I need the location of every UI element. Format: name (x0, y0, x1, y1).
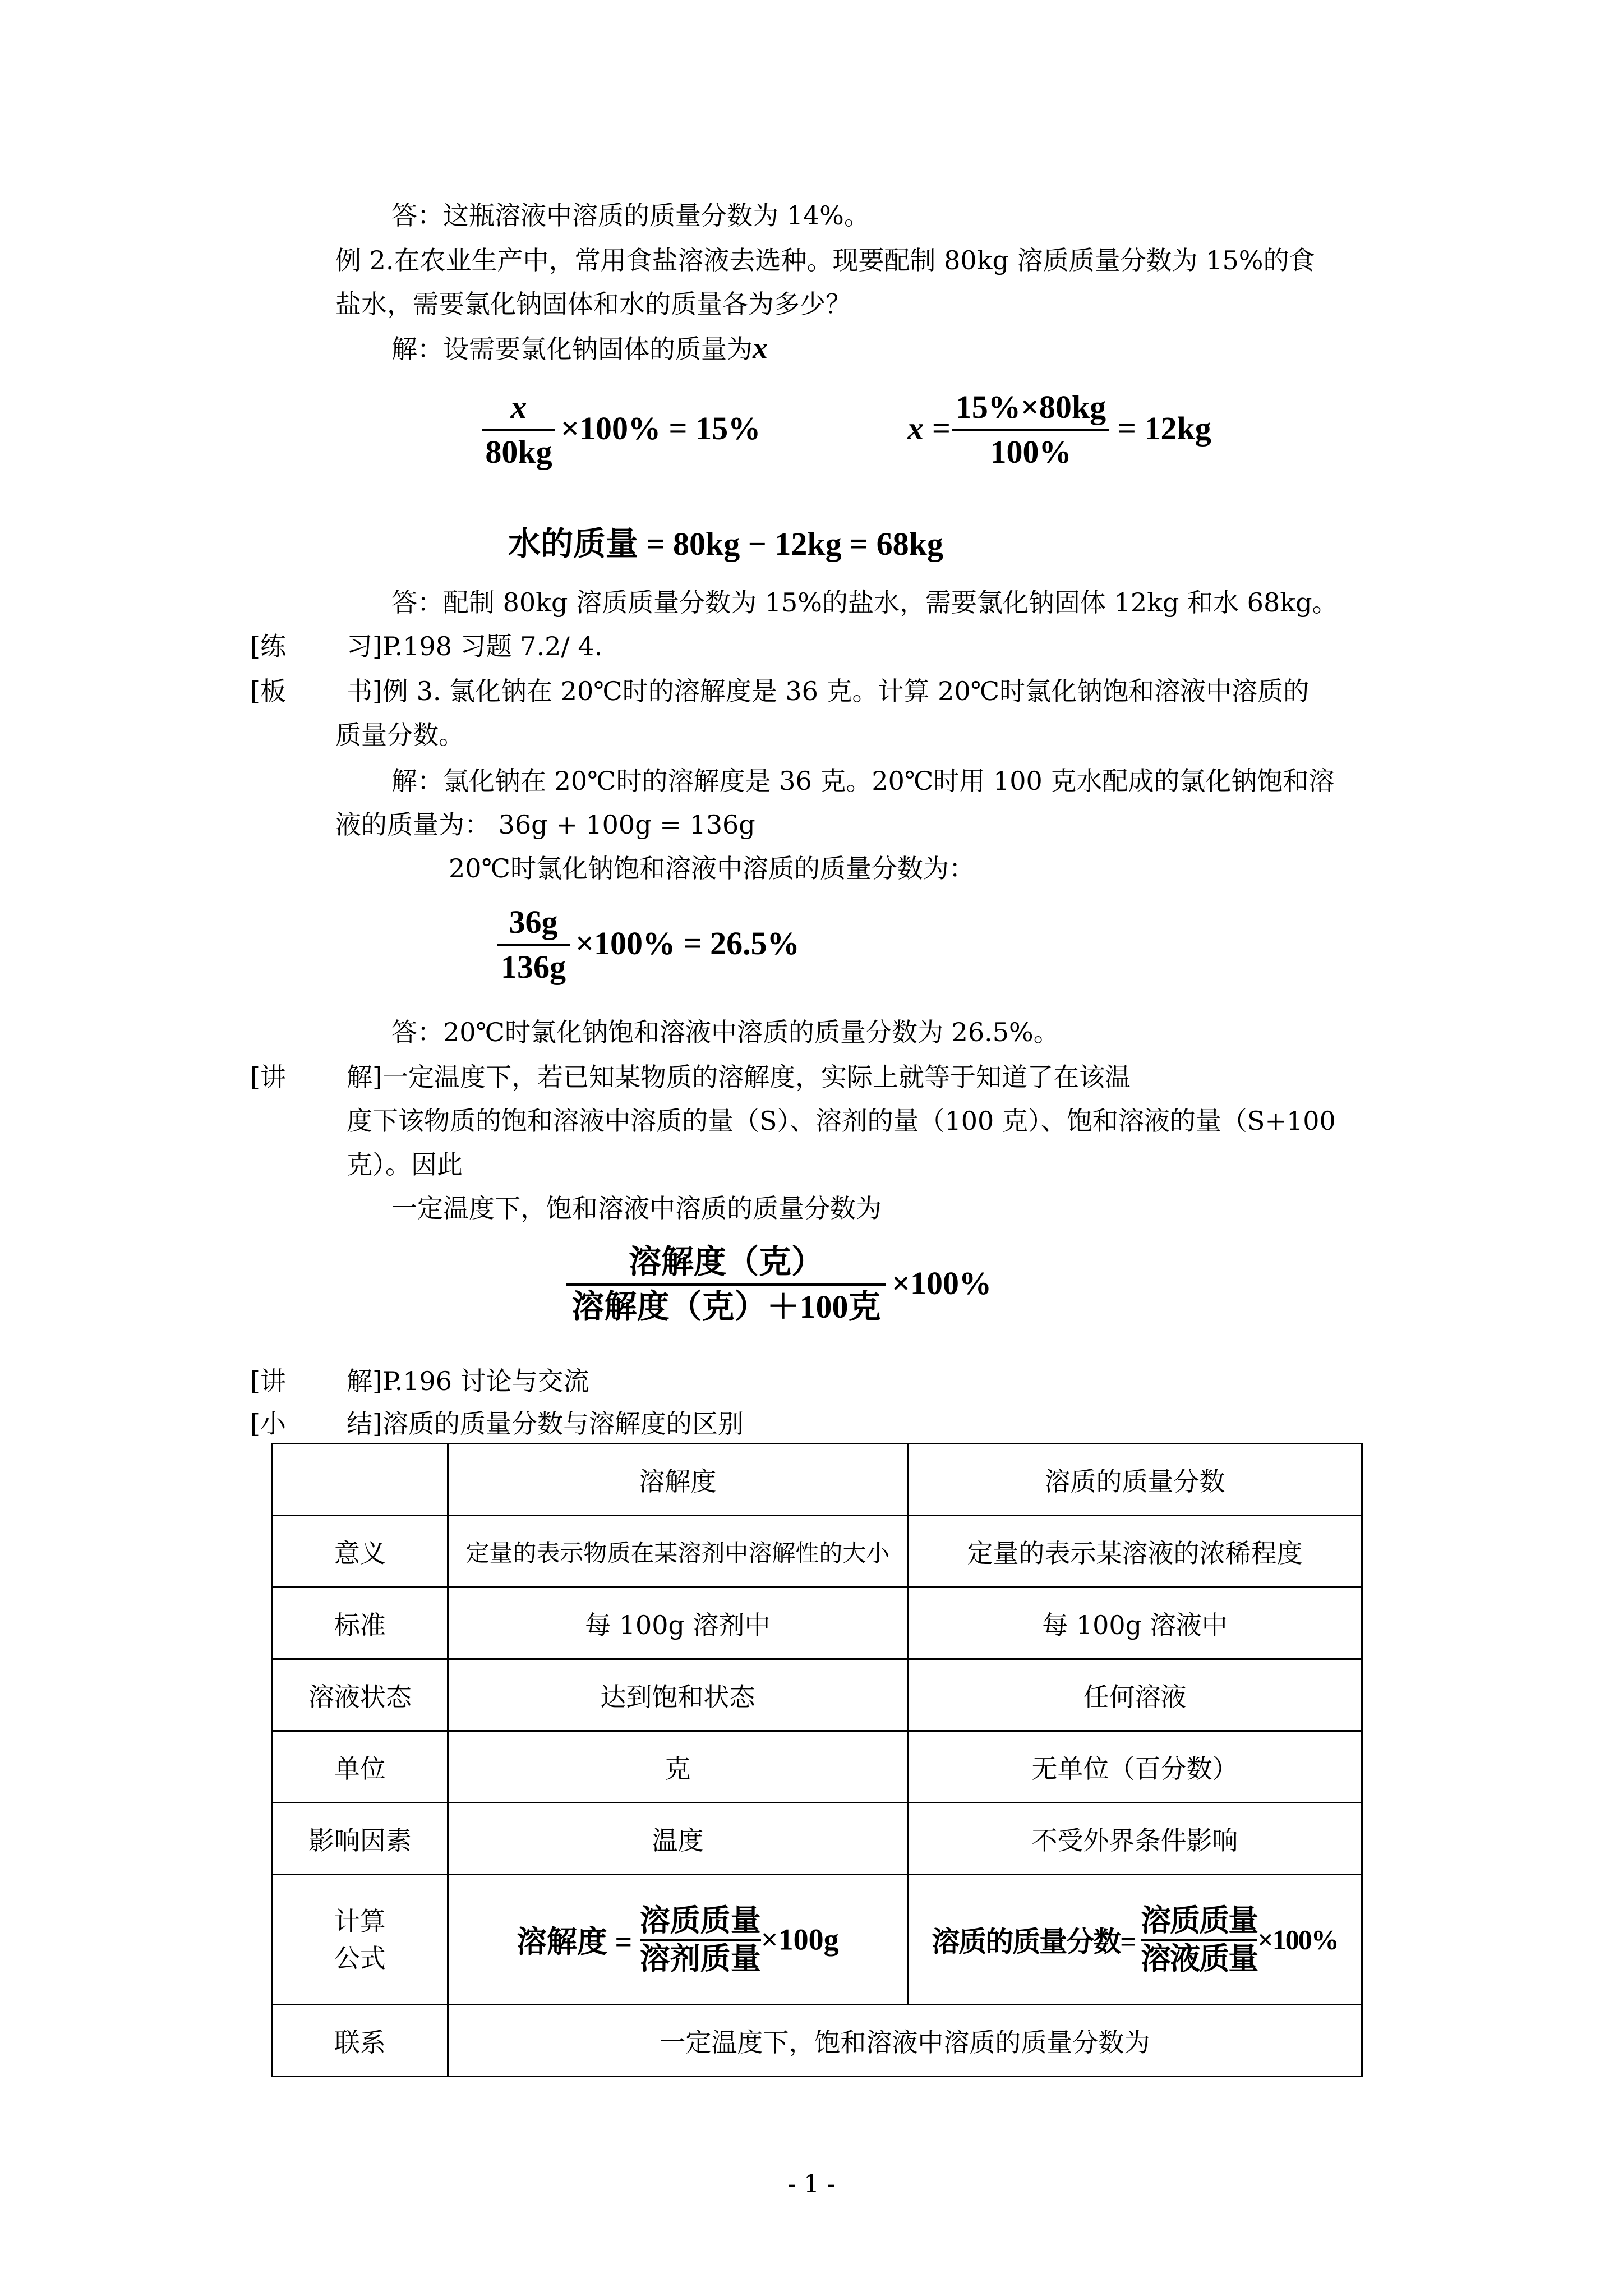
table-cell: 标准 (273, 1588, 448, 1659)
formula-water-mass: 水的质量 = 80kg − 12kg = 68kg (508, 526, 943, 562)
mass-fraction-formula-numerator: 溶质质量 (1141, 1903, 1258, 1938)
formula-row-label-2: 公式 (334, 1943, 386, 1973)
explain-line-2: 度下该物质的饱和溶液中溶质的量（S）、溶剂的量（100 克）、饱和溶液的量（S+100 (347, 1106, 1336, 1136)
explain-line-4: 一定温度下，饱和溶液中溶质的质量分数为 (391, 1193, 882, 1223)
comparison-table (271, 1443, 1363, 2077)
explain-line-1: 解]一定温度下，若已知某物质的溶解度，实际上就等于知道了在该温 (347, 1062, 1131, 1092)
formula-3-rest: ×100% = 26.5% (575, 925, 800, 961)
formula-3-fraction (497, 902, 570, 987)
table-cell (907, 1875, 1362, 2005)
tag-practice: [练 (250, 631, 286, 661)
table-cell: 定量的表示物质在某溶剂中溶解性的大小 (448, 1516, 907, 1588)
table-cell: 影响因素 (273, 1803, 448, 1875)
explain-2-line: 解]P.196 讨论与交流 (347, 1366, 589, 1396)
table-header-cell: 溶质的质量分数 (907, 1444, 1362, 1516)
solubility-formula-denominator: 溶剂质量 (639, 1941, 761, 1976)
table-cell: 每 100g 溶液中 (907, 1588, 1362, 1659)
solubility-formula-numerator: 溶质质量 (639, 1903, 761, 1938)
table-cell: 无单位（百分数） (907, 1731, 1362, 1803)
mass-fraction-formula-rest: ×100% (1257, 1924, 1338, 1955)
formula-saturated-numerator: 溶解度（克） (628, 1244, 824, 1280)
solution-2-text: 解：设需要氯化钠固体的质量为 (391, 334, 753, 364)
formula-2-numerator: 15%×80kg (955, 389, 1106, 425)
formula-row-label-1: 计算 (334, 1906, 386, 1936)
solution-2-intro (391, 331, 768, 366)
mass-fraction-formula-fraction (1141, 1903, 1257, 1977)
solubility-formula-fraction (640, 1903, 761, 1977)
table-header-row (273, 1444, 1362, 1516)
example-3-line-2: 质量分数。 (335, 720, 464, 750)
formula-1-denominator: 80kg (485, 434, 552, 470)
tag-explain-2: [讲 (250, 1366, 286, 1396)
solution-3-line-1: 解：氯化钠在 20℃时的溶解度是 36 克。20℃时用 100 克水配成的氯化钠饱和溶 (391, 766, 1335, 796)
formula-saturated-rest: ×100% (892, 1265, 992, 1301)
example-3-line-1: 书]例 3. 氯化钠在 20℃时的溶解度是 36 克。计算 20℃时氯化钠饱和溶液中溶质的 (347, 676, 1310, 706)
solubility-formula-rest: ×100g (760, 1922, 839, 1957)
table-cell: 克 (448, 1731, 907, 1803)
formula-saturated-fraction-body (566, 1242, 886, 1327)
table-row (273, 1803, 1362, 1875)
table-cell: 定量的表示某溶液的浓稀程度 (907, 1516, 1362, 1588)
table-cell: 温度 (448, 1803, 907, 1875)
formula-3-numerator: 36g (509, 904, 558, 940)
table-cell (448, 1875, 907, 2005)
example-2-line-1: 例 2.在农业生产中，常用食盐溶液去选种。现要配制 80kg 溶质质量分数为 15%的食 (335, 245, 1315, 275)
table-row (273, 1731, 1362, 1803)
table-cell: 单位 (273, 1731, 448, 1803)
tag-summary: [小 (250, 1409, 286, 1439)
formula-1-fraction (482, 387, 555, 472)
formula-2-lhs: x = (907, 410, 951, 447)
formula-2-rest: = 12kg (1118, 410, 1211, 447)
table-row (273, 1516, 1362, 1588)
answer-1: 答：这瓶溶液中溶质的质量分数为 14%。 (391, 200, 870, 231)
formula-3-denominator: 136g (501, 949, 566, 985)
formula-2-fraction (952, 387, 1109, 472)
mass-fraction-formula-lhs: 溶质的质量分数= (932, 1926, 1135, 1958)
solution-3-line-2: 液的质量为： 36g + 100g = 136g (335, 809, 755, 840)
answer-2: 答：配制 80kg 溶质质量分数为 15%的盐水，需要氯化钠固体 12kg 和水 68kg。 (391, 587, 1338, 618)
mass-fraction-formula-denominator: 溶液质量 (1141, 1941, 1258, 1976)
page-number: - 1 - (787, 2170, 836, 2198)
example-2-line-2: 盐水，需要氯化钠固体和水的质量各为多少？ (335, 289, 851, 319)
answer-3: 答：20℃时氯化钠饱和溶液中溶质的质量分数为 26.5%。 (391, 1017, 1059, 1047)
tag-board: [板 (250, 676, 286, 706)
table-cell: 达到饱和状态 (448, 1659, 907, 1731)
table-header-cell (273, 1444, 448, 1516)
solution-3-line-3: 20℃时氯化钠饱和溶液中溶质的质量分数为： (449, 853, 975, 884)
formula-saturated-denominator: 溶解度（克）＋100克 (571, 1289, 881, 1325)
mass-fraction-formula (932, 1903, 1338, 1976)
practice-line: 习]P.198 习题 7.2/ 4. (347, 631, 603, 661)
table-header-cell: 溶解度 (448, 1444, 907, 1516)
table-cell: 每 100g 溶剂中 (448, 1588, 907, 1659)
table-formula-row (273, 1875, 1362, 2005)
table-cell: 一定温度下，饱和溶液中溶质的质量分数为 (448, 2005, 1362, 2077)
table-cell: 不受外界条件影响 (907, 1803, 1362, 1875)
table-cell: 联系 (273, 2005, 448, 2077)
formula-1-numerator: x (510, 389, 527, 425)
summary-line: 结]溶质的质量分数与溶解度的区别 (347, 1409, 744, 1439)
table-cell: 意义 (273, 1516, 448, 1588)
variable-x: x (753, 331, 768, 365)
solubility-formula (517, 1903, 839, 1976)
table-cell: 任何溶液 (907, 1659, 1362, 1731)
table-row (273, 1588, 1362, 1659)
table-row (273, 2005, 1362, 2077)
solubility-formula-lhs: 溶解度 = (517, 1925, 633, 1959)
formula-2-denominator: 100% (990, 434, 1072, 470)
tag-explain-1: [讲 (250, 1062, 286, 1092)
table-cell (273, 1875, 448, 2005)
table-row (273, 1659, 1362, 1731)
formula-1-rest: ×100% = 15% (561, 410, 761, 447)
explain-line-3: 克）。因此 (347, 1149, 463, 1180)
table-cell: 溶液状态 (273, 1659, 448, 1731)
